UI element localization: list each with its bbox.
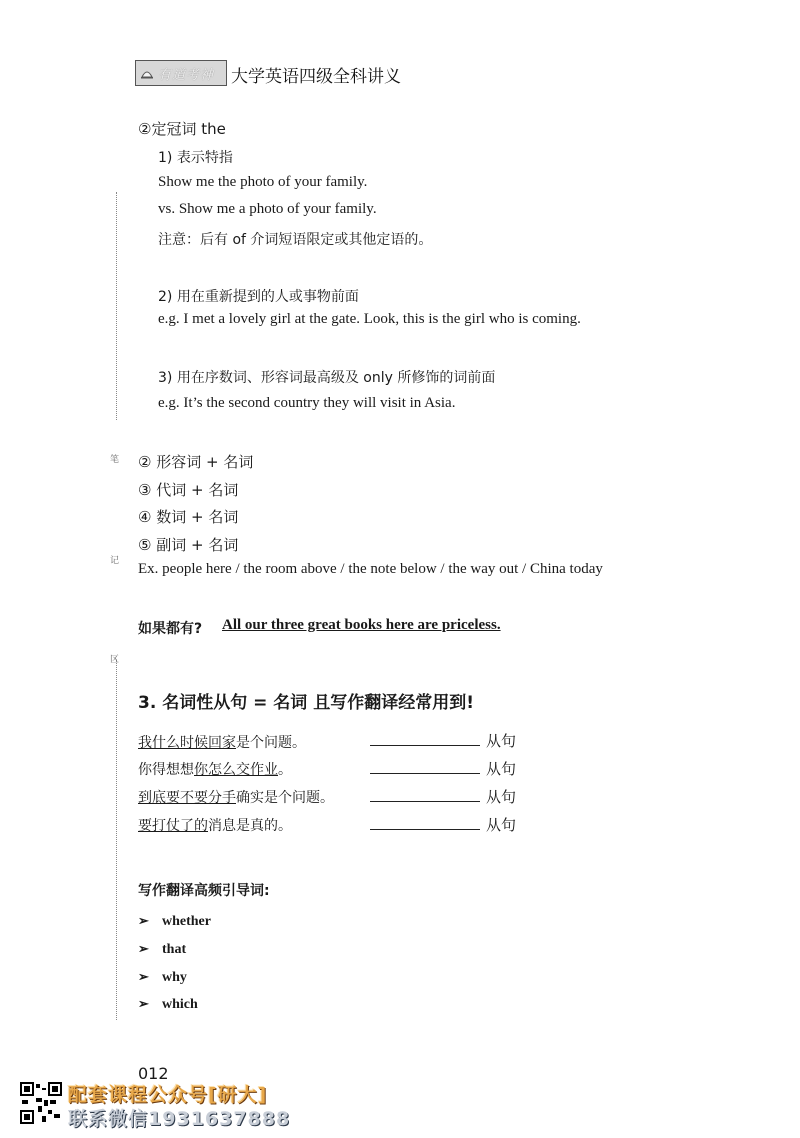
point1-note: 注意：后有 of 介词短语限定或其他定语的。 <box>158 232 433 248</box>
watermark-line2: 联系微信1931637888 <box>68 1108 291 1130</box>
if-all-label: 如果都有? <box>138 621 203 637</box>
connectives-heading: 写作翻译高频引导词: <box>138 883 270 899</box>
page-number: 012 <box>138 1064 169 1083</box>
if-all-sentence: All our three great books here are priceless. <box>222 617 501 633</box>
point3-label: 3) 用在序数词、形容词最高级及 only 所修饰的词前面 <box>158 370 496 386</box>
section3-heading: 3. 名词性从句 = 名词 且写作翻译经常用到! <box>138 693 474 713</box>
connective-item: ➢ that <box>138 941 187 957</box>
arrow-bullet-icon: ➢ <box>138 969 149 984</box>
underlined-clause: 到底要不要分手 <box>138 790 236 806</box>
section-heading-the: ②定冠词 the <box>138 120 226 138</box>
translation-row: 到底要不要分手确实是个问题。 <box>138 790 334 806</box>
arrow-bullet-icon: ➢ <box>138 913 149 928</box>
answer-blank[interactable] <box>370 773 480 774</box>
translation-row: 我什么时候回家是个问题。 <box>138 735 306 751</box>
translation-row: 要打仗了的消息是真的。 <box>138 818 292 834</box>
connective-item: ➢ why <box>138 969 187 985</box>
bell-icon <box>140 66 154 80</box>
pattern-item: ③ 代词 + 名词 <box>138 481 239 499</box>
answer-blank[interactable] <box>370 801 480 802</box>
point1-label: 1) 表示特指 <box>158 150 233 166</box>
point2-label: 2) 用在重新提到的人或事物前面 <box>158 289 359 305</box>
pattern-item: ⑤ 副词 + 名词 <box>138 536 239 554</box>
watermark-line1: 配套课程公众号[研大] <box>68 1084 268 1106</box>
answer-blank[interactable] <box>370 829 480 830</box>
clause-suffix: 从句 <box>486 816 517 834</box>
underlined-clause: 要打仗了的 <box>138 818 208 834</box>
answer-blank[interactable] <box>370 745 480 746</box>
ex-line: Ex. people here / the room above / the note below / the way out / China today <box>138 561 603 577</box>
clause-suffix: 从句 <box>486 788 517 806</box>
clause-suffix: 从句 <box>486 732 517 750</box>
underlined-clause: 你怎么交作业 <box>194 762 278 778</box>
pattern-item: ② 形容词 + 名词 <box>138 453 254 471</box>
qr-code-icon <box>20 1082 62 1124</box>
underlined-clause: 我什么时候回家 <box>138 735 236 751</box>
point2-example: e.g. I met a lovely girl at the gate. Look, this is the girl who is coming. <box>158 311 581 327</box>
margin-label: 笔 <box>110 455 120 465</box>
point1-example1: Show me the photo of your family. <box>158 174 368 190</box>
margin-label: 记 <box>110 556 120 566</box>
point1-example2: vs. Show me a photo of your family. <box>158 201 377 217</box>
arrow-bullet-icon: ➢ <box>138 996 149 1011</box>
connective-item: ➢ whether <box>138 913 211 929</box>
translation-row: 你得想想你怎么交作业。 <box>138 762 292 778</box>
brand-text: 有道考神 <box>158 67 215 83</box>
margin-label: 区 <box>110 655 120 665</box>
arrow-bullet-icon: ➢ <box>138 941 149 956</box>
pattern-item: ④ 数词 + 名词 <box>138 508 239 526</box>
connective-item: ➢ which <box>138 996 198 1012</box>
page-header-title: 大学英语四级全科讲义 <box>231 67 401 87</box>
brand-logo <box>135 60 227 86</box>
point3-example: e.g. It’s the second country they will visit in Asia. <box>158 395 456 411</box>
margin-dotted-line <box>116 192 117 420</box>
clause-suffix: 从句 <box>486 760 517 778</box>
margin-dotted-line <box>116 660 117 1020</box>
